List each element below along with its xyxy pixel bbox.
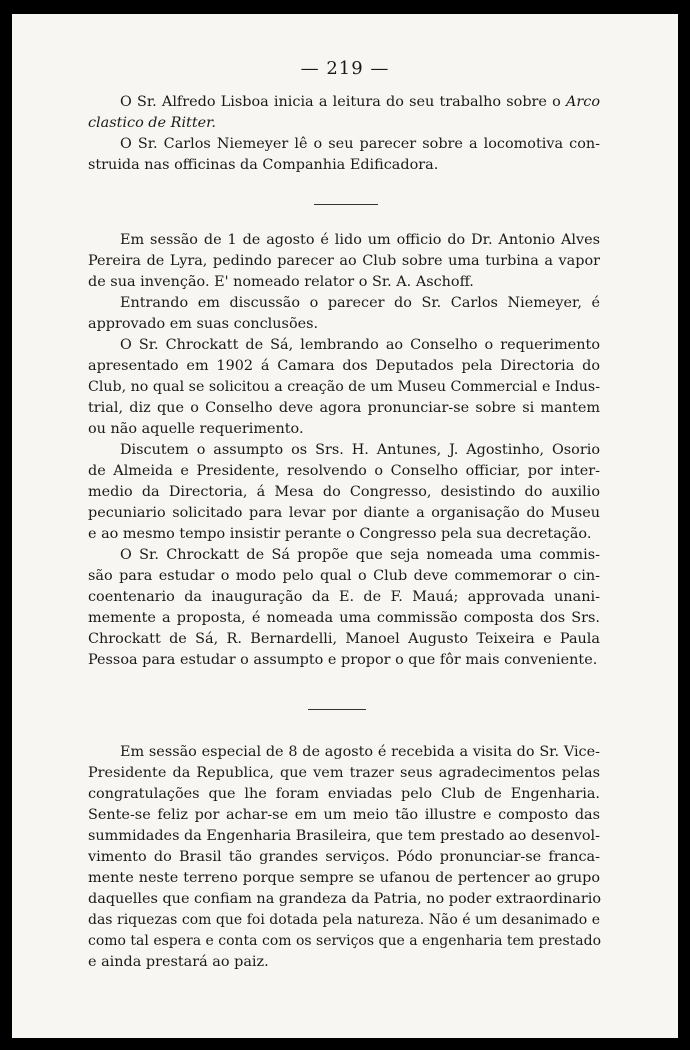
paragraph-line: O Sr. Carlos Niemeyer lê o seu parecer sobre a locomotiva con- — [120, 136, 600, 152]
paragraph-line: congratulações que lhe foram enviadas pelo Club de Engenharia. — [88, 786, 600, 802]
paragraph-line: Pereira de Lyra, pedindo parecer ao Club sobre uma turbina a vapor — [88, 253, 600, 269]
paragraph-line: Em sessão especial de 8 de agosto é recebida a visita do Sr. Vice- — [120, 744, 600, 760]
section-2 — [88, 230, 600, 671]
section-divider — [308, 709, 366, 710]
paragraph-line: O Sr. Alfredo Lisboa inicia a leitura do seu trabalho sobre o Arco — [120, 94, 600, 110]
paragraph-line: e ao mesmo tempo insistir perante o Congresso pela sua decretação. — [88, 526, 592, 542]
paragraph-line: Em sessão de 1 de agosto é lido um officio do Dr. Antonio Alves — [120, 232, 600, 248]
paragraph-line: vimento do Brasil tão grandes serviços. Pódo pronunciar-se franca- — [88, 849, 600, 865]
paragraph-line: das riquezas com que foi dotada pela natureza. Não é um desanimado e — [88, 912, 600, 928]
paragraph-line: de sua invenção. E' nomeado relator o Sr. A. Aschoff. — [88, 274, 474, 290]
paragraph-line: Sente-se feliz por achar-se em um meio tão illustre e composto das — [88, 807, 600, 823]
paragraph-line: apresentado em 1902 á Camara dos Deputados pela Directoria do — [88, 358, 600, 374]
paragraph-line: O Sr. Chrockatt de Sá propõe que seja nomeada uma commis- — [120, 547, 600, 563]
paragraph-line: O Sr. Chrockatt de Sá, lembrando ao Conselho o requerimento — [120, 337, 600, 353]
paragraph-line: ou não aquelle requerimento. — [88, 421, 304, 437]
paragraph-line: trial, diz que o Conselho deve agora pronunciar-se sobre si mantem — [88, 400, 600, 416]
paragraph-line: e ainda prestará ao paiz. — [88, 954, 269, 970]
paragraph-line: memente a proposta, é nomeada uma commissão composta dos Srs. — [88, 610, 600, 626]
paragraph-line: coentenario da inauguração da E. de F. Mauá; approvada unani- — [88, 589, 600, 605]
paragraph-line: Presidente da Republica, que vem trazer seus agradecimentos pelas — [88, 765, 600, 781]
section-divider — [314, 204, 378, 205]
paragraph-line: Club, no qual se solicitou a creação de um Museu Commercial e Indus- — [88, 379, 600, 395]
paragraph-line: struida nas officinas da Companhia Edificadora. — [88, 157, 439, 173]
paragraph-line: mente neste terreno porque sempre se ufanou de pertencer ao grupo — [88, 870, 600, 886]
paragraph-line: de Almeida e Presidente, resolvendo o Conselho officiar, por inter- — [88, 463, 600, 479]
paragraph-line: Discutem o assumpto os Srs. H. Antunes, J. Agostinho, Osorio — [120, 442, 600, 458]
document-page — [12, 14, 678, 1038]
page-number: — 219 — — [300, 58, 390, 79]
paragraph-line: Entrando em discussão o parecer do Sr. Carlos Niemeyer, é — [120, 295, 600, 311]
paragraph-line: pecuniario solicitado para levar por diante a organisação do Museu — [88, 505, 600, 521]
section-1 — [88, 92, 600, 176]
paragraph-line: summidades da Engenharia Brasileira, que tem prestado ao desenvol- — [88, 828, 600, 844]
paragraph-line: medio da Directoria, á Mesa do Congresso, desistindo do auxilio — [88, 484, 600, 500]
paragraph-line: approvado em suas conclusões. — [88, 316, 319, 332]
paragraph-line: daquelles que confiam na grandeza da Patria, no poder extraordinario — [88, 891, 602, 907]
paragraph-line: são para estudar o modo pelo qual o Club deve commemorar o cin- — [88, 568, 600, 584]
paragraph-line: Chrockatt de Sá, R. Bernardelli, Manoel Augusto Teixeira e Paula — [88, 631, 600, 647]
paragraph-line: como tal espera e conta com os serviços que a engenharia tem prestado — [88, 933, 602, 949]
paragraph-line: Pessoa para estudar o assumpto e propor o que fôr mais conveniente. — [88, 652, 598, 668]
section-3 — [88, 742, 600, 973]
paragraph-line: clastico de Ritter. — [88, 115, 217, 131]
